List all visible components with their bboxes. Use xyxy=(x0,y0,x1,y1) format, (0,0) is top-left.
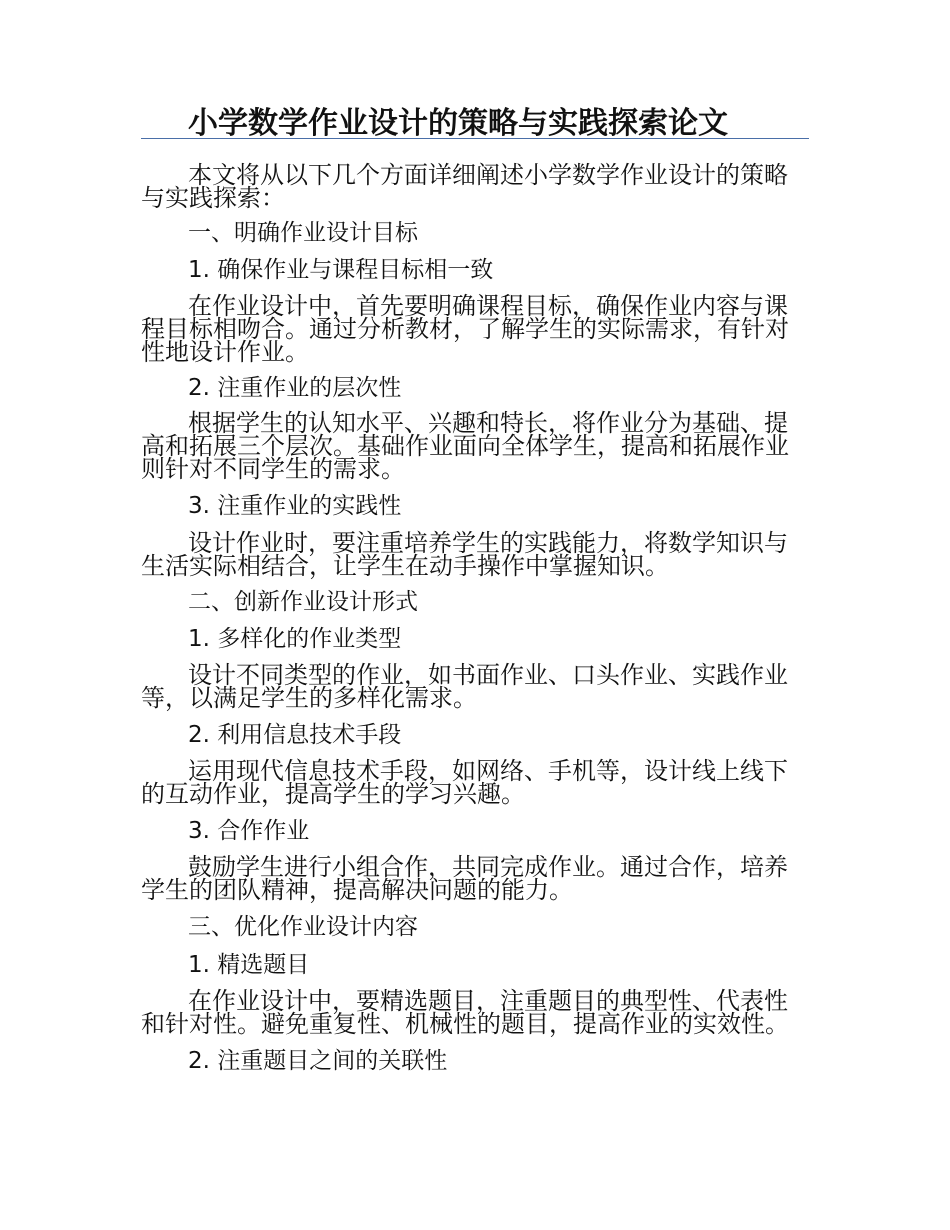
subsection-heading: 3. 合作作业 xyxy=(188,818,310,844)
paragraph-line: 的互动作业，提高学生的学习兴趣。 xyxy=(141,780,525,808)
section-heading: 三、优化作业设计内容 xyxy=(188,914,418,940)
paragraph-line: 设计作业时，要注重培养学生的实践能力，将数学知识与 xyxy=(188,529,788,557)
paragraph-line: 程目标相吻合。通过分析教材，了解学生的实际需求，有针对 xyxy=(141,315,789,343)
paragraph-line: 学生的团队精神，提高解决问题的能力。 xyxy=(141,876,573,904)
intro-paragraph xyxy=(141,161,811,212)
body-paragraph xyxy=(141,529,811,580)
body-paragraph xyxy=(141,409,811,483)
paragraph-line: 设计不同类型的作业，如书面作业、口头作业、实践作业 xyxy=(188,661,788,689)
paragraph-line: 生活实际相结合，让学生在动手操作中掌握知识。 xyxy=(141,552,669,580)
paragraph-line: 和针对性。避免重复性、机械性的题目，提高作业的实效性。 xyxy=(141,1010,789,1038)
paragraph-line: 鼓励学生进行小组合作，共同完成作业。通过合作，培养 xyxy=(188,853,788,881)
paragraph-line: 运用现代信息技术手段，如网络、手机等，设计线上线下 xyxy=(188,757,788,785)
paragraph-line: 则针对不同学生的需求。 xyxy=(141,455,405,483)
body-paragraph xyxy=(141,987,811,1038)
section-heading: 一、明确作业设计目标 xyxy=(188,220,418,246)
subsection-heading: 1. 精选题目 xyxy=(188,952,310,978)
subsection-heading: 1. 多样化的作业类型 xyxy=(188,626,402,652)
paragraph-line: 与实践探索： xyxy=(141,184,285,212)
body-paragraph xyxy=(141,661,811,712)
body-paragraph xyxy=(141,853,811,904)
paragraph-line: 等，以满足学生的多样化需求。 xyxy=(141,684,477,712)
paragraph-line: 在作业设计中，要精选题目，注重题目的典型性、代表性 xyxy=(188,987,788,1015)
body-paragraph xyxy=(141,757,811,808)
subsection-heading: 2. 注重作业的层次性 xyxy=(188,375,402,401)
paragraph-line: 本文将从以下几个方面详细阐述小学数学作业设计的策略 xyxy=(188,161,788,189)
section-heading: 二、创新作业设计形式 xyxy=(188,589,418,615)
subsection-heading: 2. 注重题目之间的关联性 xyxy=(188,1048,448,1074)
subsection-heading: 3. 注重作业的实践性 xyxy=(188,493,402,519)
paragraph-line: 性地设计作业。 xyxy=(141,338,309,366)
body-paragraph xyxy=(141,292,811,366)
paragraph-line: 根据学生的认知水平、兴趣和特长，将作业分为基础、提 xyxy=(188,409,788,437)
document-title: 小学数学作业设计的策略与实践探索论文 xyxy=(188,106,728,141)
subsection-heading: 1. 确保作业与课程目标相一致 xyxy=(188,257,494,283)
subsection-heading: 2. 利用信息技术手段 xyxy=(188,722,402,748)
paragraph-line: 高和拓展三个层次。基础作业面向全体学生，提高和拓展作业 xyxy=(141,432,789,460)
paragraph-line: 在作业设计中，首先要明确课程目标，确保作业内容与课 xyxy=(188,292,788,320)
